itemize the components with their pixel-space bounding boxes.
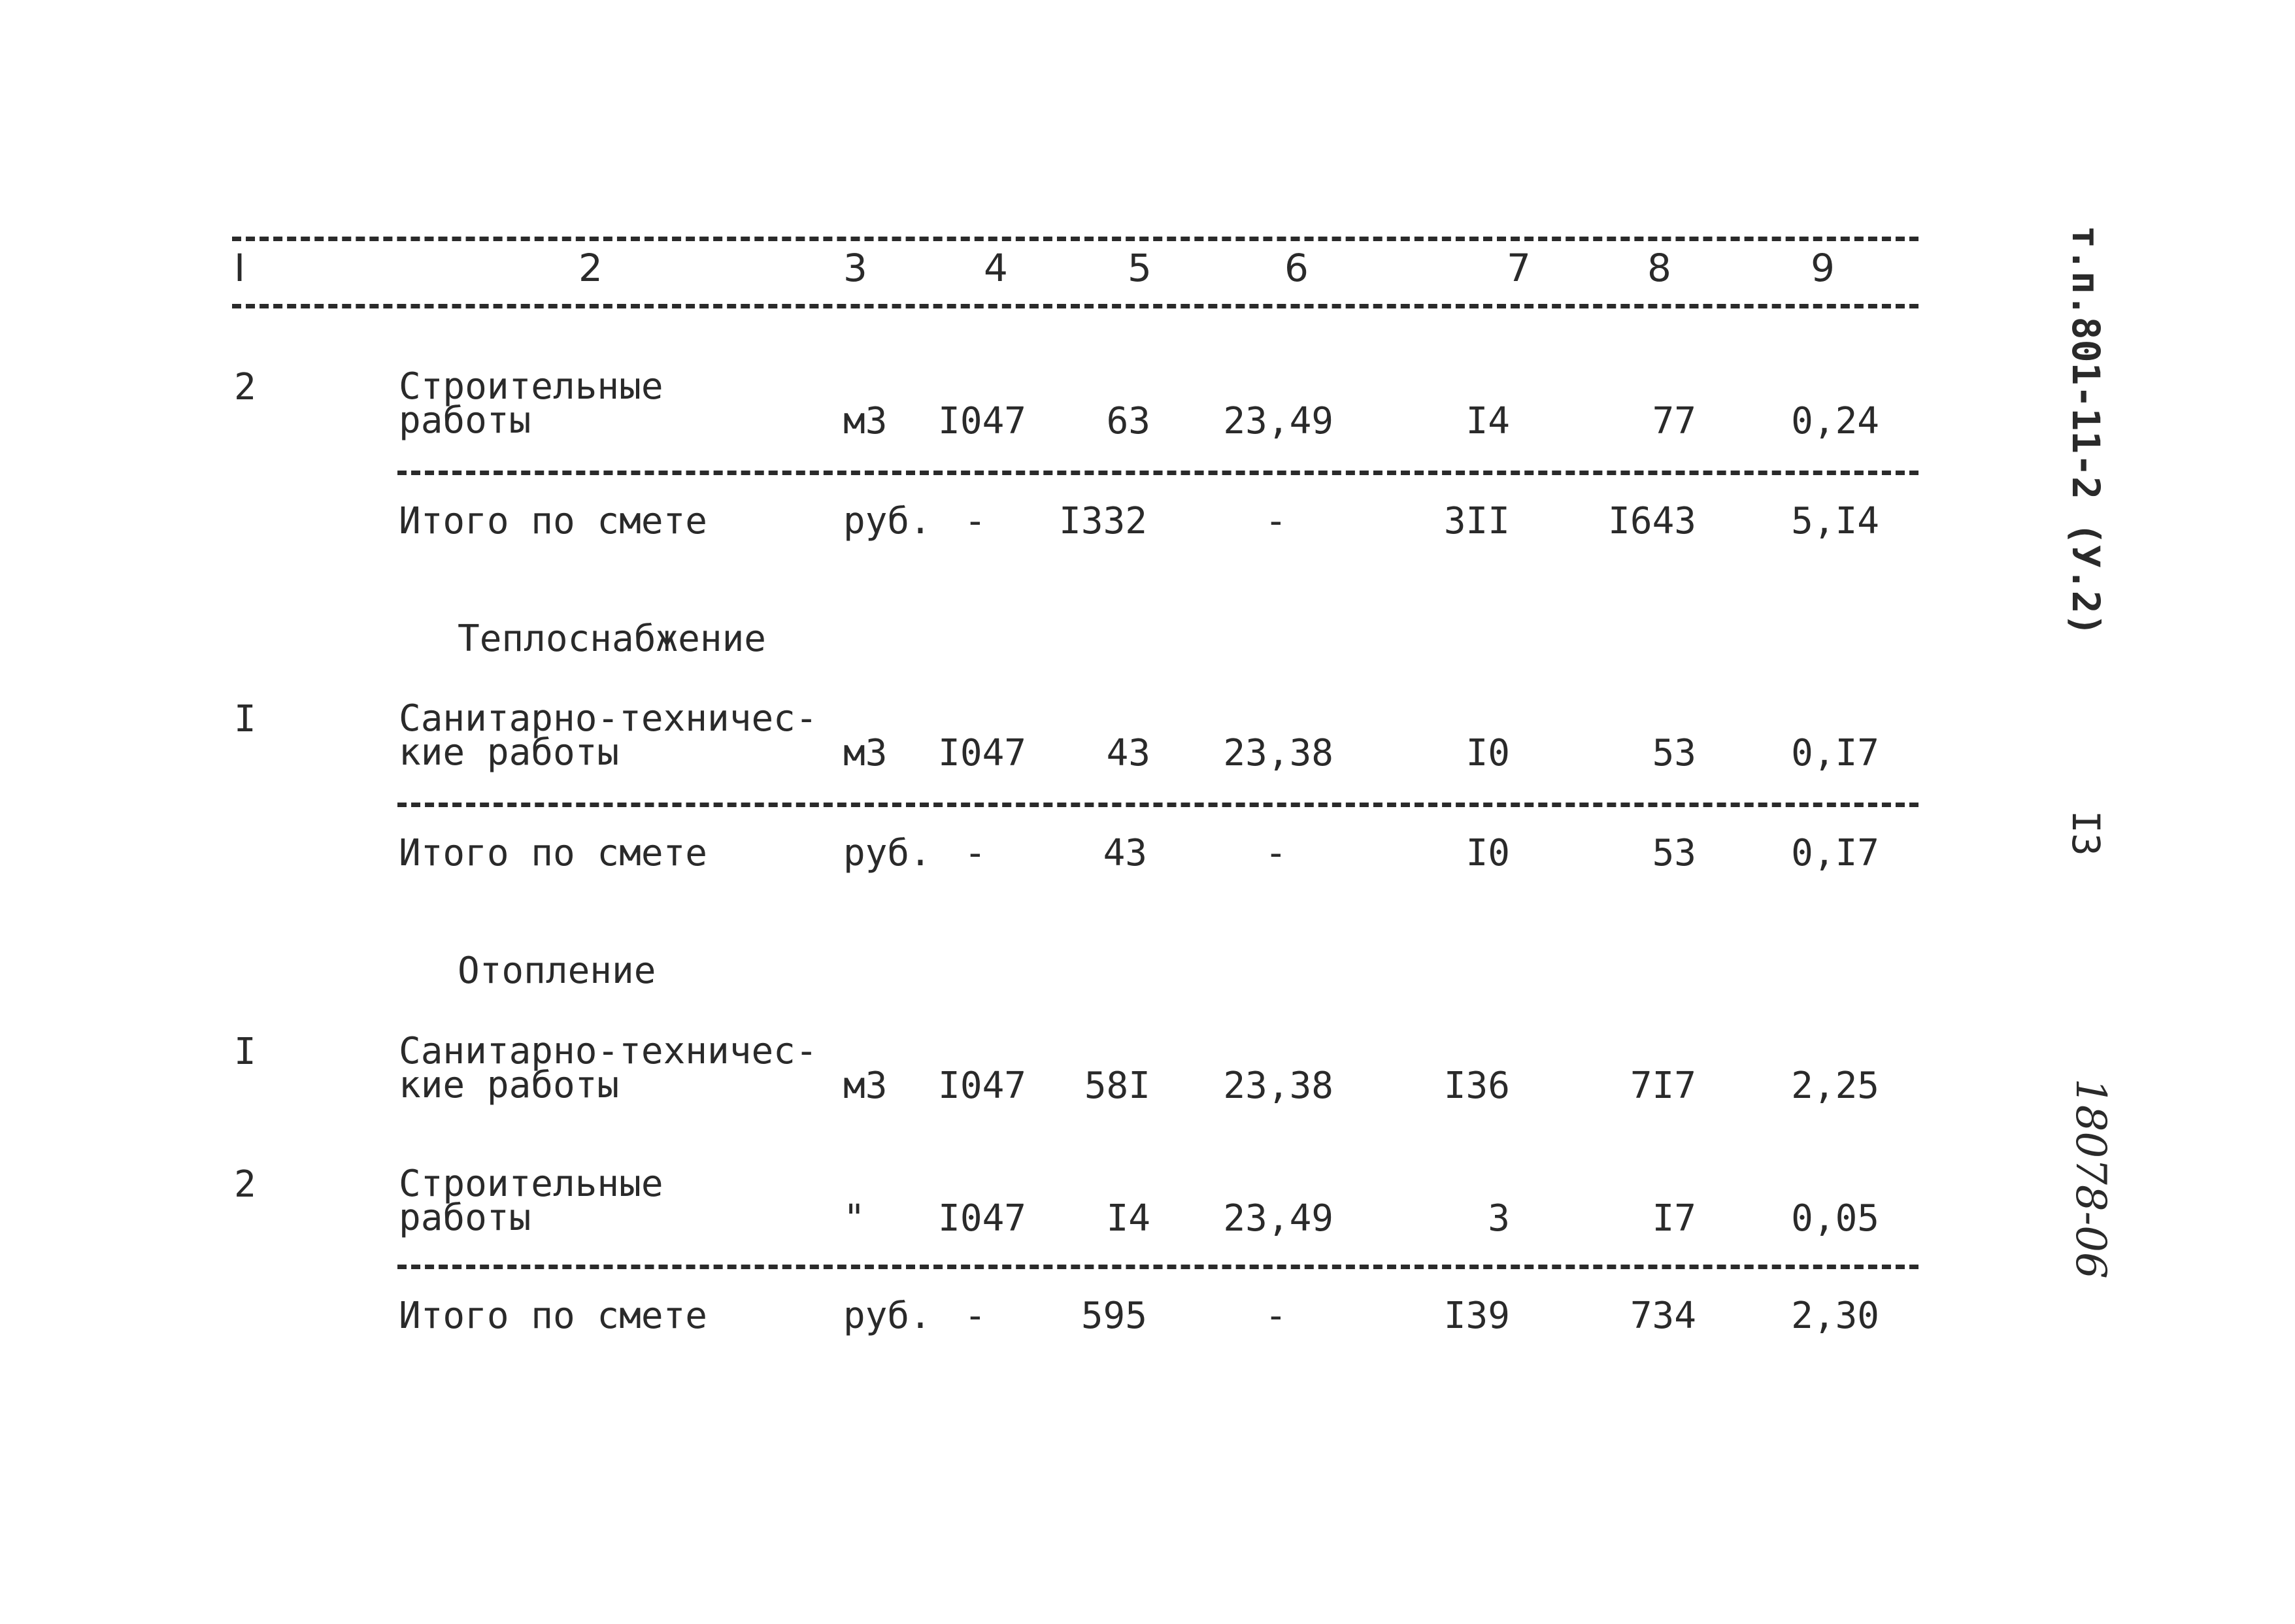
- total-col-5: 595: [1080, 1295, 1147, 1337]
- total-unit: руб.: [843, 832, 931, 874]
- total-col-6: -: [1265, 500, 1287, 542]
- page-number: I3: [2064, 810, 2108, 856]
- col-8-value: 53: [1652, 732, 1696, 774]
- total-col-4: -: [964, 832, 986, 874]
- column-header-7: 7: [1507, 246, 1531, 290]
- row-number: 2: [234, 366, 256, 408]
- col-4-value: I047: [938, 732, 1026, 774]
- col-4-value: I047: [938, 1065, 1026, 1107]
- document-code: т.п.801-11-2 (У.2): [2064, 225, 2108, 637]
- total-label: Итого по смете: [399, 832, 708, 874]
- column-header-9: 9: [1811, 246, 1835, 290]
- total-col-4: -: [964, 1295, 986, 1337]
- total-col-5: 43: [1103, 832, 1147, 874]
- work-name: [399, 697, 818, 774]
- col-8-value: 77: [1652, 400, 1696, 442]
- total-col-8: 734: [1630, 1295, 1696, 1337]
- total-rule: [397, 471, 1918, 475]
- col-5-value: 43: [1106, 732, 1150, 774]
- col-5-value: 63: [1106, 400, 1150, 442]
- work-name-line-1: Строительные: [399, 365, 663, 408]
- col-9-value: 2,25: [1791, 1065, 1879, 1107]
- total-col-7: I0: [1466, 832, 1510, 874]
- total-label: Итого по смете: [399, 500, 708, 542]
- work-name-line-2: кие работы: [399, 731, 620, 774]
- total-unit: руб.: [843, 1295, 931, 1337]
- col-5-value: I4: [1106, 1197, 1150, 1240]
- unit: м3: [843, 732, 888, 774]
- column-header-3: 3: [843, 246, 867, 290]
- work-name: [399, 365, 663, 442]
- col-9-value: 0,24: [1791, 400, 1879, 442]
- total-rule: [397, 1265, 1918, 1269]
- col-7-value: I0: [1466, 732, 1510, 774]
- col-7-value: I36: [1443, 1065, 1510, 1107]
- work-name: [399, 1030, 818, 1106]
- work-name-line-1: Санитарно-техничес-: [399, 1030, 818, 1072]
- header-bottom-rule: [232, 304, 1918, 308]
- unit: м3: [843, 400, 888, 442]
- archive-number: 18078-06: [2066, 1078, 2115, 1279]
- total-unit: руб.: [843, 500, 931, 542]
- total-rule: [397, 803, 1918, 807]
- total-col-5: I332: [1059, 500, 1147, 542]
- section-title: Отопление: [458, 950, 656, 992]
- col-5-value: 58I: [1084, 1065, 1150, 1107]
- row-number: I: [234, 1031, 256, 1073]
- total-col-8: 53: [1652, 832, 1696, 874]
- column-header-2: 2: [578, 246, 603, 290]
- work-name: [399, 1163, 663, 1239]
- column-header-8: 8: [1647, 246, 1671, 290]
- work-name-line-2: работы: [399, 399, 531, 442]
- unit: ": [843, 1197, 865, 1240]
- total-col-6: -: [1265, 832, 1287, 874]
- work-name-line-2: работы: [399, 1197, 531, 1239]
- total-col-9: 2,30: [1791, 1295, 1879, 1337]
- col-6-value: 23,49: [1223, 1197, 1333, 1240]
- total-col-7: I39: [1443, 1295, 1510, 1337]
- total-col-8: I643: [1608, 500, 1696, 542]
- column-header-5: 5: [1128, 246, 1152, 290]
- col-6-value: 23,38: [1223, 1065, 1333, 1107]
- section-title: Теплоснабжение: [458, 618, 767, 660]
- col-6-value: 23,38: [1223, 732, 1333, 774]
- row-number: I: [234, 698, 256, 740]
- column-header-6: 6: [1284, 246, 1309, 290]
- total-col-9: 5,I4: [1791, 500, 1879, 542]
- col-9-value: 0,05: [1791, 1197, 1879, 1240]
- total-col-4: -: [964, 500, 986, 542]
- col-8-value: 7I7: [1630, 1065, 1696, 1107]
- column-header-4: 4: [984, 246, 1008, 290]
- col-6-value: 23,49: [1223, 400, 1333, 442]
- col-4-value: I047: [938, 1197, 1026, 1240]
- col-7-value: I4: [1466, 400, 1510, 442]
- col-7-value: 3: [1488, 1197, 1510, 1240]
- total-col-6: -: [1265, 1295, 1287, 1337]
- col-4-value: I047: [938, 400, 1026, 442]
- col-9-value: 0,I7: [1791, 732, 1879, 774]
- unit: м3: [843, 1065, 888, 1107]
- total-label: Итого по смете: [399, 1295, 708, 1337]
- work-name-line-1: Строительные: [399, 1163, 663, 1205]
- column-header-1: I: [234, 246, 246, 290]
- row-number: 2: [234, 1163, 256, 1206]
- total-col-9: 0,I7: [1791, 832, 1879, 874]
- total-col-7: 3II: [1443, 500, 1510, 542]
- header-top-rule: [232, 237, 1918, 241]
- work-name-line-1: Санитарно-техничес-: [399, 697, 818, 740]
- work-name-line-2: кие работы: [399, 1064, 620, 1106]
- col-8-value: I7: [1652, 1197, 1696, 1240]
